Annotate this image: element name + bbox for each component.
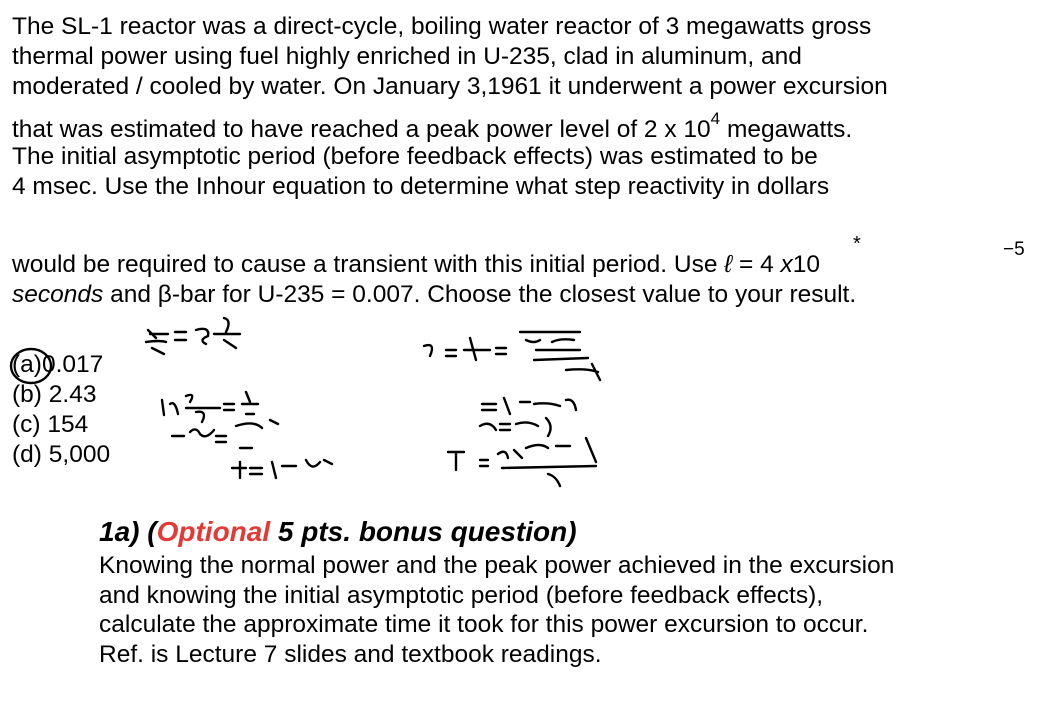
bonus-question: [99, 513, 1049, 669]
choice-c[interactable]: (c) 154: [12, 411, 89, 438]
bonus-line-4: Ref. is Lecture 7 slides and textbook readings.: [99, 640, 602, 668]
star-superscript: *: [853, 233, 861, 255]
problem-line-3: moderated / cooled by water. On January 3,1961 it underwent a power excursion: [12, 73, 888, 100]
problem-line-4: that was estimated to have reached a peak power level of 2 x $10^4$ megawatts.: [12, 109, 853, 144]
problem-line-7: would be required to cause a transient with this initial period. Use ℓ = 4 x10: [12, 251, 821, 278]
choice-d[interactable]: (d) 5,000: [12, 441, 111, 468]
problem-line-1: The SL-1 reactor was a direct-cycle, boiling water reactor of 3 megawatts gross: [12, 13, 872, 40]
handwritten-calculation-left: [146, 318, 332, 478]
bonus-line-1: Knowing the normal power and the peak power achieved in the excursion: [99, 552, 895, 579]
choice-a[interactable]: (a)0.017: [12, 351, 104, 378]
handwritten-calculation-right: [424, 332, 600, 486]
choice-b[interactable]: (b) 2.43: [12, 381, 97, 408]
problem-line-2: thermal power using fuel highly enriched in U-235, clad in aluminum, and: [12, 43, 802, 70]
problem-line-8: seconds and β-bar for U-235 = 0.007. Choose the closest value to your result.: [12, 281, 857, 308]
time-exponent: −5: [1003, 239, 1025, 260]
answer-circle: [11, 349, 51, 383]
bonus-body: [99, 551, 1049, 669]
bonus-title: 1a) (Optional 5 pts. bonus question): [99, 516, 577, 547]
power-exponent: 4: [710, 109, 721, 128]
problem-line-5: The initial asymptotic period (before feedback effects) was estimated to be: [12, 143, 818, 170]
ell-symbol: ℓ: [724, 251, 733, 278]
problem-line-6: 4 msec. Use the Inhour equation to determine what step reactivity in dollars: [12, 173, 830, 200]
optional-label: Optional: [156, 516, 271, 547]
bonus-line-2: and knowing the initial asymptotic period (before feedback effects),: [99, 581, 824, 609]
bonus-line-3: calculate the approximate time it took for this power excursion to occur.: [99, 611, 869, 638]
